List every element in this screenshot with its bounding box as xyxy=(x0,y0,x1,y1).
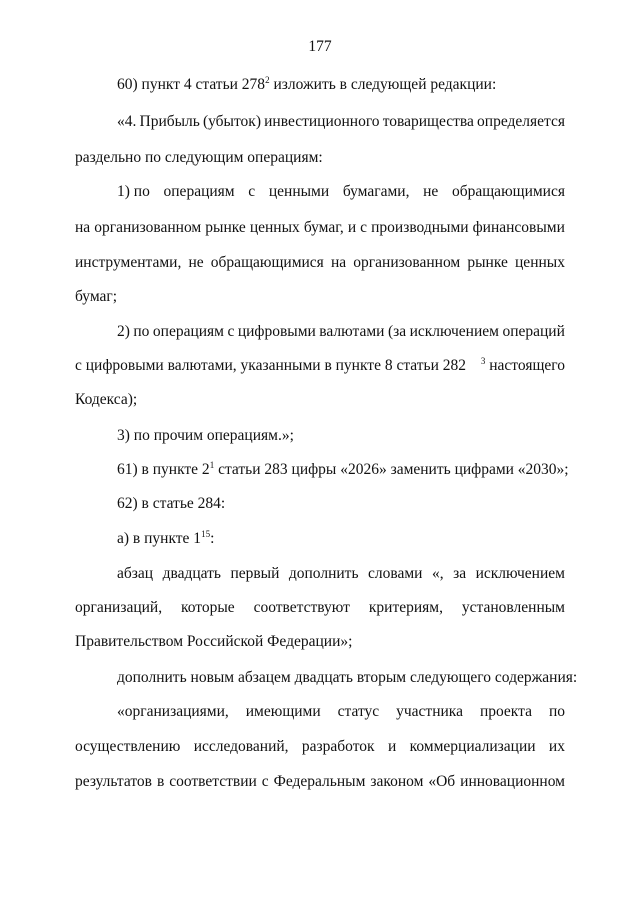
superscript: 15 xyxy=(201,529,211,539)
paragraph-line xyxy=(75,772,565,792)
paragraph-line: 62) в статье 284: xyxy=(117,495,226,512)
word: инновационном xyxy=(460,773,565,790)
word: ценных xyxy=(515,254,565,271)
superscript: 2 xyxy=(265,75,270,85)
word: за xyxy=(453,565,467,582)
paragraph-line: бумаг; xyxy=(75,288,118,305)
paragraph-line: 3) по прочим операциям.»; xyxy=(117,427,294,444)
word: и xyxy=(347,219,357,236)
word: 2) xyxy=(117,323,130,340)
word: и xyxy=(387,738,397,755)
word: валютами xyxy=(319,323,385,340)
word: финансовыми xyxy=(472,219,565,236)
word: двадцать xyxy=(162,565,221,582)
paragraph-line xyxy=(75,218,565,238)
paragraph-line xyxy=(75,737,565,757)
word: товарищества xyxy=(382,113,474,130)
word: (убыток) xyxy=(202,113,261,130)
word: не xyxy=(188,254,204,271)
word: организаций, xyxy=(75,599,163,616)
superscript: 1 xyxy=(209,460,215,470)
word: на xyxy=(75,219,91,236)
word: операций xyxy=(502,323,565,340)
word: разработок xyxy=(301,738,375,755)
word: организованном xyxy=(94,219,202,236)
word: «организациями, xyxy=(117,703,229,720)
word: имеющими xyxy=(245,703,321,720)
page-number: 177 xyxy=(308,38,332,55)
word: которые xyxy=(181,599,235,616)
word: первый xyxy=(230,565,280,582)
word: исключением xyxy=(409,323,499,340)
word: их xyxy=(548,738,565,755)
word: критериям, xyxy=(368,599,443,616)
word: бумагами, xyxy=(342,183,410,200)
paragraph-line xyxy=(117,112,565,132)
paragraph-line xyxy=(75,253,565,273)
paragraph-line: дополнить новым абзацем двадцать вторым следующего содержания: xyxy=(117,669,578,686)
word: результатов xyxy=(75,773,152,790)
word: соответствии xyxy=(169,773,257,790)
paragraph-line xyxy=(117,564,565,584)
word: с xyxy=(227,323,235,340)
word: с xyxy=(360,219,368,236)
word: с xyxy=(248,183,256,200)
word: не xyxy=(423,183,439,200)
word: проекта xyxy=(479,703,532,720)
word: по xyxy=(133,323,150,340)
word: исключением xyxy=(475,565,565,582)
word: Федеральным xyxy=(273,773,366,790)
word: Прибыль xyxy=(139,113,200,130)
word: операциям xyxy=(163,183,235,200)
word: исследований, xyxy=(193,738,289,755)
word: по xyxy=(548,703,565,720)
paragraph-line xyxy=(117,702,565,722)
word: в xyxy=(156,773,165,790)
paragraph-line: 60) пункт 4 статьи $278^2$ изложить в следующей редакции: xyxy=(117,75,497,93)
word: цифровыми xyxy=(237,323,316,340)
word: дополнить xyxy=(288,565,359,582)
word: с xyxy=(261,773,269,790)
word: «4. xyxy=(117,113,137,130)
word: операциям xyxy=(152,323,224,340)
word: соответствуют xyxy=(253,599,350,616)
paragraph-line xyxy=(117,182,565,202)
word: рынке xyxy=(205,219,246,236)
paragraph-line: 61) в пункте $2^1$ статьи 283 цифры «2026» заменить цифрами «2030»; xyxy=(117,460,569,478)
word: обращающимися xyxy=(451,183,565,200)
word: определяется xyxy=(477,113,565,130)
paragraph-line: Правительством Российской Федерации»; xyxy=(75,633,353,650)
word: ценных xyxy=(249,219,300,236)
word: законом xyxy=(370,773,424,790)
word: рынке xyxy=(467,254,508,271)
word: на xyxy=(330,254,347,271)
word: инвестиционного xyxy=(264,113,380,130)
paragraph-line xyxy=(117,322,565,342)
paragraph-line: раздельно по следующим операциям: xyxy=(75,149,323,166)
word: осуществлению xyxy=(75,738,181,755)
word: «, xyxy=(431,565,444,582)
word: ценными xyxy=(268,183,330,200)
word: статус xyxy=(337,703,380,720)
word: словами xyxy=(368,565,423,582)
word: обращающимися xyxy=(210,254,324,271)
word: установленным xyxy=(461,599,565,616)
paragraph-line: с цифровыми валютами, указанными в пункте 8 статьи 282 $^3$ настоящего xyxy=(75,356,565,374)
paragraph-line: Кодекса); xyxy=(75,391,138,408)
word: 1) по xyxy=(117,183,150,200)
superscript: 3 xyxy=(480,356,486,366)
word: (за xyxy=(387,323,407,340)
word: участника xyxy=(396,703,463,720)
word: коммерциализации xyxy=(409,738,536,755)
word: бумаг, xyxy=(303,219,344,236)
word: производными xyxy=(371,219,469,236)
paragraph-line: а) в пункте $1^{15}$: xyxy=(117,529,215,547)
paragraph-line xyxy=(75,598,565,618)
word: абзац xyxy=(117,565,154,582)
word: организованном xyxy=(353,254,461,271)
word: инструментами, xyxy=(75,254,182,271)
word: «Об xyxy=(428,773,456,790)
